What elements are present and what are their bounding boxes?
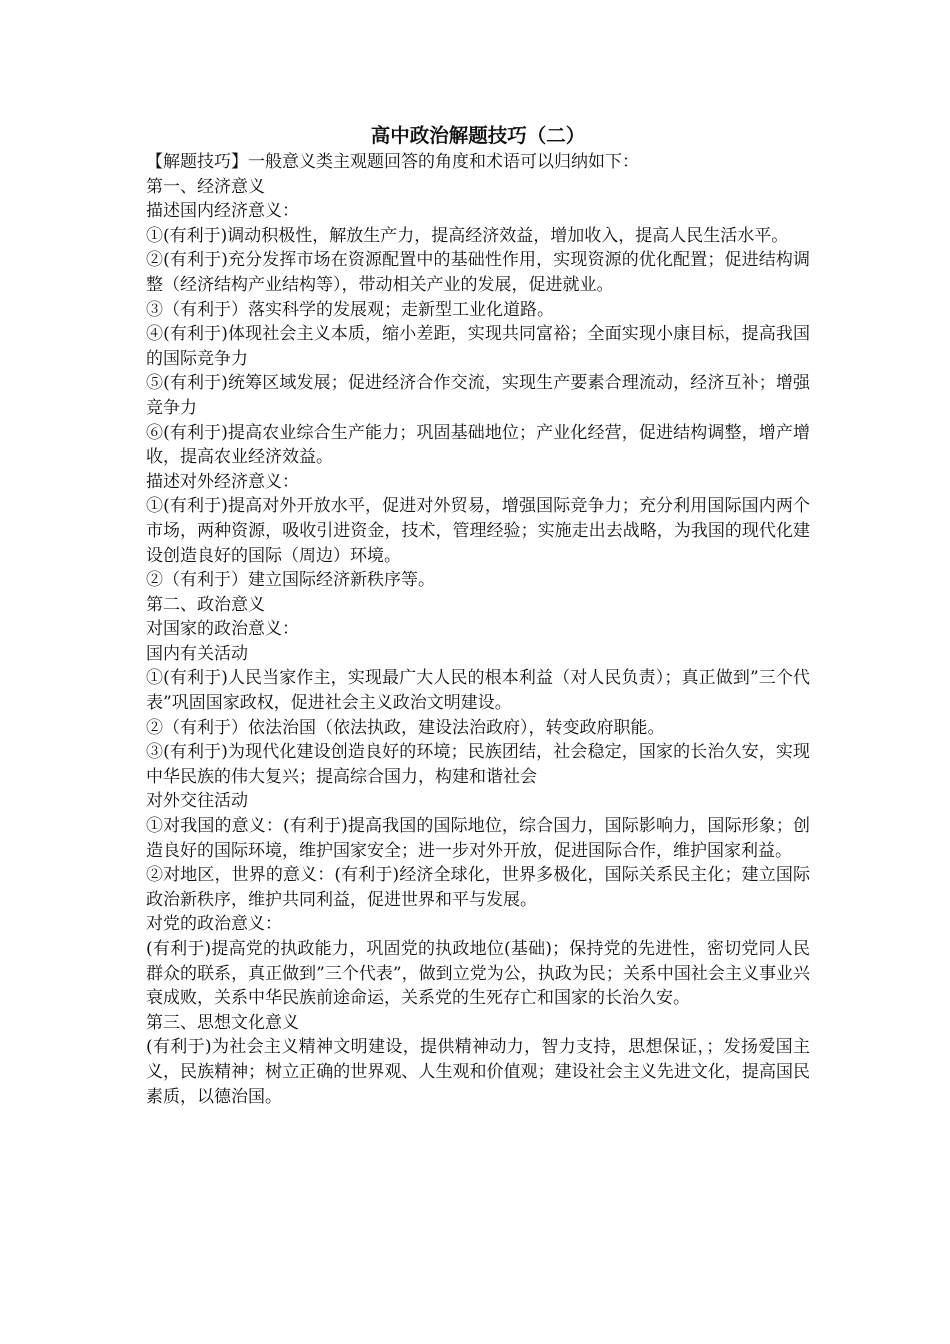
list-item: ①(有利于)调动积极性，解放生产力，提高经济效益，增加收入，提高人民生活水平。 (146, 225, 789, 246)
subheading-party-political: 对党的政治意义： (146, 914, 282, 935)
document-title: 高中政治解题技巧（二） (370, 124, 586, 147)
intro-paragraph: 【解题技巧】一般意义类主观题回答的角度和术语可以归纳如下： (146, 152, 639, 172)
list-item: ⑤(有利于)统筹区域发展；促进经济合作交流，实现生产要素合理流动，经济互补；增强竞争力 (146, 373, 810, 418)
list-item: ①(有利于)人民当家作主，实现最广大人民的根本利益（对人民负责）；真正做到”三个代表”巩固国家政权，促进社会主义政治文明建设。 (146, 668, 810, 714)
subheading-domestic-activities: 国内有关活动 (146, 643, 248, 664)
subheading-foreign-economic: 描述对外经济意义： (146, 471, 299, 492)
section-heading-economic: 第一、经济意义 (146, 176, 265, 197)
section-heading-cultural: 第三、思想文化意义 (146, 1012, 299, 1033)
list-item: ②(有利于)充分发挥市场在资源配置中的基础性作用，实现资源的优化配置；促进结构调整（经济结构产业结构等），带动相关产业的发展，促进就业。 (146, 250, 810, 295)
list-item: ③(有利于)为现代化建设创造良好的环境；民族团结，社会稳定，国家的长治久安，实现中华民族的伟大复兴；提高综合国力，构建和谐社会 (146, 742, 810, 787)
list-item: ⑥(有利于)提高农业综合生产能力；巩固基础地位；产业化经营，促进结构调整，增产增收，提高农业经济效益。 (146, 422, 810, 468)
subheading-foreign-activities: 对外交往活动 (146, 791, 248, 812)
list-item: ④(有利于)体现社会主义本质，缩小差距，实现共同富裕；全面实现小康目标，提高我国的国际竞争力 (146, 324, 810, 369)
subheading-domestic-economic: 描述国内经济意义： (146, 201, 299, 222)
cultural-paragraph: (有利于)为社会主义精神文明建设，提供精神动力，智力支持，思想保证，；发扬爱国主义，民族精神；树立正确的世界观、人生观和价值观；建设社会主义先进文化，提高国民素质，以德治国。 (146, 1037, 810, 1107)
section-heading-political: 第二、政治意义 (146, 594, 265, 615)
list-item: ①对我国的意义：(有利于)提高我国的国际地位，综合国力，国际影响力，国际形象；创造良好的国际环境，维护国家安全；进一步对外开放，促进国际合作，维护国家利益。 (146, 816, 810, 861)
list-item: ②对地区，世界的意义：(有利于)经济全球化，世界多极化，国际关系民主化；建立国际政治新秩序，维护共同利益，促进世界和平与发展。 (146, 865, 810, 910)
list-item: ③（有利于）落实科学的发展观；走新型工业化道路。 (146, 299, 554, 320)
list-item: ①(有利于)提高对外开放水平，促进对外贸易，增强国际竞争力；充分利用国际国内两个市场，两种资源，吸收引进资金，技术，管理经验；实施走出去战略，为我国的现代化建设创造良好的国际（周边）环境。 (146, 496, 810, 566)
subheading-national-political: 对国家的政治意义： (146, 619, 299, 640)
list-item: ②（有利于）建立国际经济新秩序等。 (146, 570, 435, 591)
party-paragraph: (有利于)提高党的执政能力，巩固党的执政地位(基础)；保持党的先进性，密切党同人民群众的联系，真正做到”三个代表”，做到立党为公，执政为民；关系中国社会主义事业兴衰成败，关系中华民族前途命运，关系党的生死存亡和国家的长治久安。 (146, 939, 810, 1009)
list-item: ②（有利于）依法治国（依法执政，建设法治政府），转变政府职能。 (146, 717, 665, 738)
document-page (146, 122, 810, 1109)
